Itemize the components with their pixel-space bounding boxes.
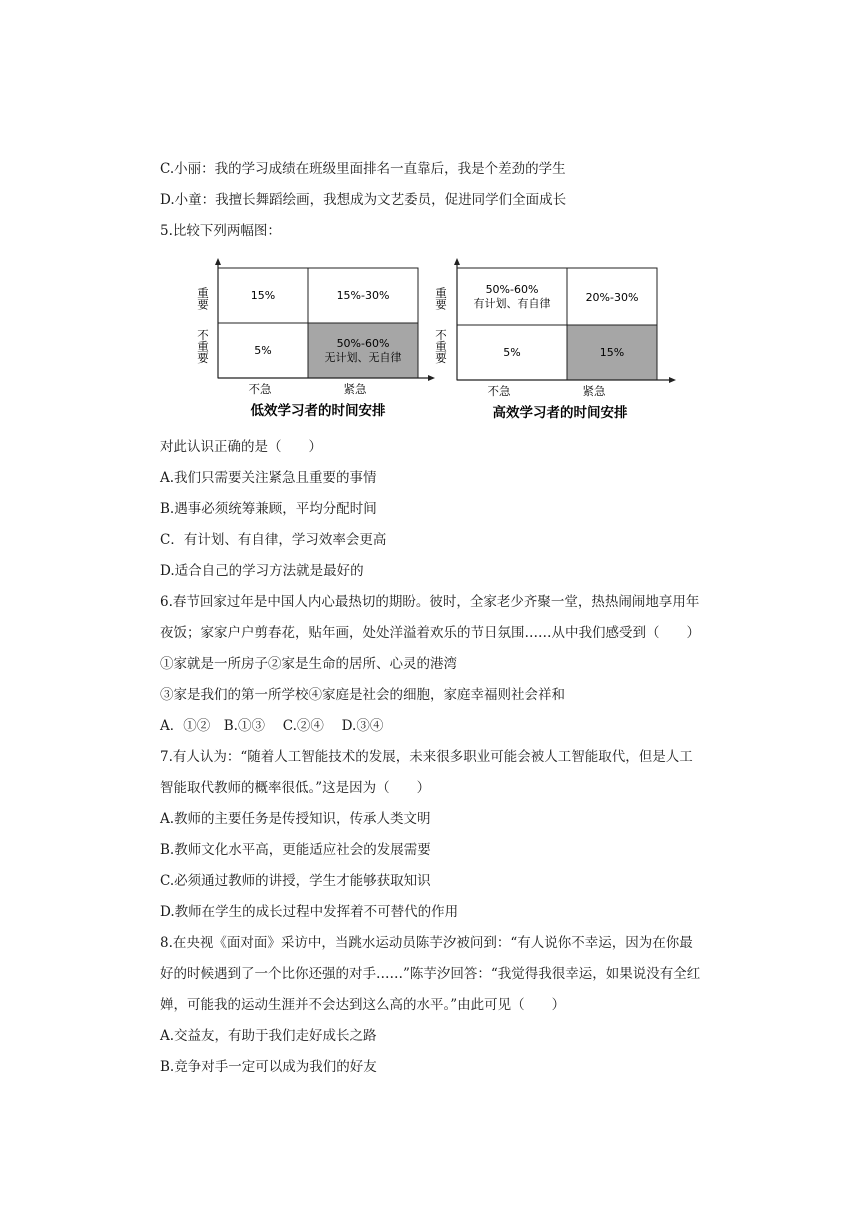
line-17: B.教师文化水平高，更能适应社会的发展需要 (160, 842, 431, 858)
right-y-arrow (454, 258, 460, 265)
line-22: 婵，可能我的运动生涯并不会达到这么高的水平。”由此可见（ ） (160, 997, 566, 1013)
left-caption: 低效学习者的时间安排 (250, 403, 386, 419)
line-14: 7.有人认为：“随着人工智能技术的发展，未来很多职业可能会被人工智能取代，但是人工 (160, 749, 693, 765)
line-9: 6.春节回家过年是中国人内心最热切的期盼。彼时，全家老少齐聚一堂，热热闹闹地享用年 (160, 594, 700, 610)
right-y-bottom-label: 不重要 (434, 329, 448, 364)
left-y-top-label: 重要 (196, 287, 210, 310)
line-5: A.我们只需要关注紧急且重要的事情 (160, 470, 377, 486)
left-cell-br-text-2: 无计划、无自律 (324, 351, 402, 364)
line-16: A.教师的主要任务是传授知识，传承人类文明 (160, 811, 431, 827)
line-1: C.小丽：我的学习成绩在班级里面排名一直靠后，我是个差劲的学生 (160, 161, 566, 177)
left-matrix (196, 258, 435, 419)
left-y-arrow (215, 258, 221, 265)
right-caption: 高效学习者的时间安排 (492, 405, 628, 421)
line-4: 对此认识正确的是（ ） (160, 439, 322, 455)
time-matrix-diagrams (190, 255, 690, 430)
right-x-right-label: 紧急 (582, 384, 606, 398)
line-12: ③家是我们的第一所学校④家庭是社会的细胞，家庭幸福则社会祥和 (160, 687, 565, 703)
line-6: B.遇事必须统筹兼顾，平均分配时间 (160, 501, 377, 517)
left-cell-tr-text: 15%-30% (336, 289, 390, 302)
line-20: 8.在央视《面对面》采访中，当跳水运动员陈芋汐被问到：“有人说你不幸运，因为在你最 (160, 935, 693, 951)
right-cell-tl-text-2: 有计划、有自律 (473, 297, 551, 310)
left-x-left-label: 不急 (248, 382, 272, 396)
line-24: B.竞争对手一定可以成为我们的好友 (160, 1059, 377, 1075)
right-cell-bl-text: 5% (503, 346, 521, 359)
left-x-arrow (428, 375, 435, 381)
right-cell-tl-text-1: 50%-60% (485, 283, 539, 296)
line-3: 5.比较下列两幅图： (160, 223, 281, 239)
line-2: D.小童：我擅长舞蹈绘画，我想成为文艺委员，促进同学们全面成长 (160, 192, 567, 208)
left-cell-tl-text: 15% (250, 289, 276, 302)
line-23: A.交益友，有助于我们走好成长之路 (160, 1028, 377, 1044)
line-19: D.教师在学生的成长过程中发挥着不可替代的作用 (160, 904, 459, 920)
left-y-bottom-label: 不重要 (196, 329, 210, 364)
right-x-arrow (669, 377, 676, 383)
line-11: ①家就是一所房子②家是生命的居所、心灵的港湾 (160, 656, 457, 672)
line-13: A．①② B.①③ C.②④ D.③④ (160, 718, 384, 734)
line-8: D.适合自己的学习方法就是最好的 (160, 563, 364, 579)
left-cell-br-text-1: 50%-60% (336, 337, 390, 350)
line-10: 夜饭；家家户户剪春花，贴年画，处处洋溢着欢乐的节日氛围……从中我们感受到（ ） (160, 625, 700, 641)
right-cell-tr-text: 20%-30% (585, 291, 639, 304)
right-x-left-label: 不急 (487, 384, 511, 398)
right-cell-br-text: 15% (599, 346, 625, 359)
line-21: 好的时候遇到了一个比你还强的对手……”陈芋汐回答：“我觉得我很幸运，如果说没有全红 (160, 966, 701, 982)
right-matrix (434, 258, 676, 421)
right-y-top-label: 重要 (434, 287, 448, 310)
left-cell-bl-text: 5% (254, 344, 272, 357)
line-15: 智能取代教师的概率很低。”这是因为（ ） (160, 780, 431, 796)
line-18: C.必须通过教师的讲授，学生才能够获取知识 (160, 873, 431, 889)
left-x-right-label: 紧急 (343, 382, 367, 396)
line-7: C．有计划、有自律，学习效率会更高 (160, 532, 387, 548)
